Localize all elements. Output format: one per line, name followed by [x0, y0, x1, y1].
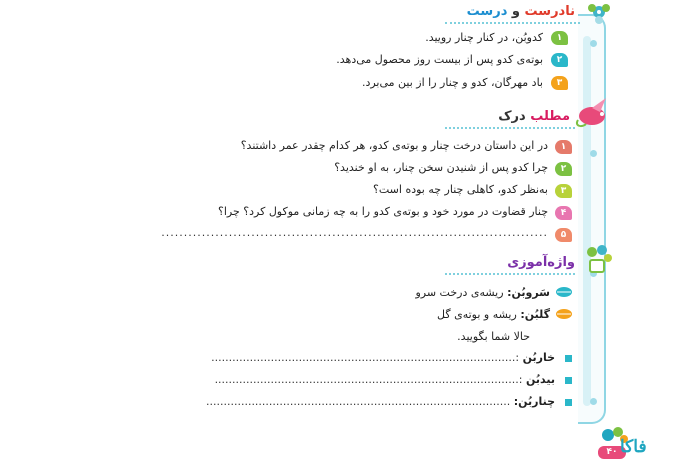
rail-dot	[590, 398, 597, 405]
section3-underline	[445, 273, 575, 275]
statement-3: باد مهرگان، کدو و چنار را از بین می‌برد.	[361, 76, 543, 89]
fill-answer-line[interactable]: .......................................................................................	[205, 395, 511, 408]
bullet-square	[565, 377, 572, 384]
vocab-entry-2	[437, 308, 550, 321]
question-1: در این داستان درخت چنار و بوته‌ی کدو، هر کدام چقدر عمر داشتند؟	[240, 139, 548, 152]
section1-underline	[445, 22, 580, 24]
leaf-icon	[555, 308, 573, 320]
fill-answer-line[interactable]: :.......................................................................................	[211, 351, 520, 364]
flower-icon	[584, 0, 614, 26]
vocab-word: گلبُن:	[520, 308, 550, 321]
fill-in-3	[206, 395, 555, 408]
leaf-icon	[555, 286, 573, 298]
exercise-prompt: حالا شما بگویید.	[457, 330, 530, 343]
vocab-meaning: ریشه و بوته‌ی گل	[437, 308, 517, 321]
side-rail-track	[583, 36, 591, 406]
vocab-word: سَروبُن:	[507, 286, 550, 299]
question-number-badge: ۱	[555, 140, 572, 154]
fill-word: بیدبُن	[525, 373, 555, 386]
item-number-badge: ۱	[551, 31, 568, 45]
question-number-badge: ۲	[555, 162, 572, 176]
section3-title: واژه‌آموزی	[507, 255, 575, 270]
answer-line[interactable]: ......................................................................................	[161, 226, 548, 239]
bird-icon	[572, 96, 612, 130]
question-3: به‌نظر کدو، کاهلی چنار چه بوده است؟	[373, 183, 548, 196]
section1-title-conj: و	[511, 4, 520, 19]
fill-answer-line[interactable]: :.......................................................................................	[214, 373, 523, 386]
section1-title-b: درست	[466, 4, 508, 19]
rail-dot	[590, 40, 597, 47]
plant-icon	[582, 242, 616, 276]
fill-word: چناربُن:	[513, 395, 555, 408]
vocab-entry-1	[415, 286, 550, 299]
rail-dot	[590, 150, 597, 157]
fill-in-1	[211, 351, 555, 364]
question-2: چرا کدو پس از شنیدن سخن چنار، به او خندید؟	[334, 161, 548, 174]
brand-logo: ﻓﺎﮐﺎ	[620, 437, 647, 457]
bullet-square	[565, 355, 572, 362]
question-number-badge: ۵	[555, 228, 572, 242]
question-number-badge: ۴	[555, 206, 572, 220]
bullet-square	[565, 399, 572, 406]
vocab-meaning: ریشه‌ی درخت سرو	[415, 286, 504, 299]
page-number: ۴۰	[598, 446, 626, 459]
fill-word: خاربُن	[522, 351, 555, 364]
statement-2: بوته‌ی کدو پس از بیست روز محصول می‌دهد.	[336, 53, 543, 66]
section1-title-a: نادرست	[524, 4, 575, 19]
item-number-badge: ۳	[551, 76, 568, 90]
question-4: چنار قضاوت در مورد خود و بوته‌ی کدو را به چه زمانی موکول کرد؟ چرا؟	[218, 205, 548, 218]
section2-underline	[445, 127, 575, 129]
question-number-badge: ۳	[555, 184, 572, 198]
section2-title-b: مطلب	[530, 109, 570, 124]
section2-title-a: درک	[498, 109, 526, 124]
statement-1: کدوبُن، در کنار چنار رویید.	[425, 31, 543, 44]
fill-in-2	[215, 373, 555, 386]
item-number-badge: ۲	[551, 53, 568, 67]
